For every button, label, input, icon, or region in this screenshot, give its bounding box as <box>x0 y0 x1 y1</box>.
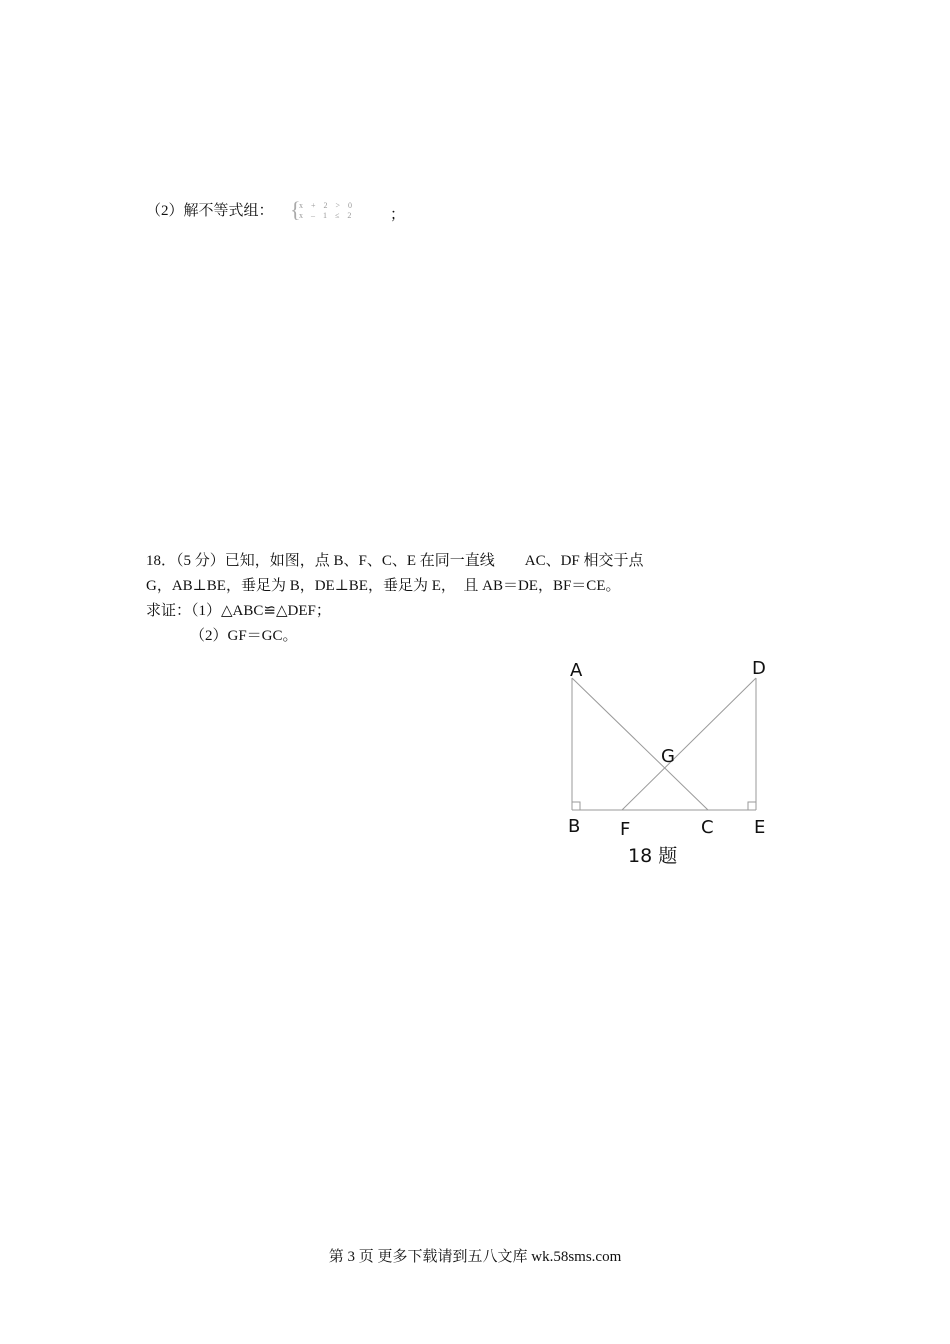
right-angle-E <box>748 802 756 810</box>
problem18-line1: 18．（5 分）已知，如图，点 B、F、C、E 在同一直线 AC、DF 相交于点 <box>146 553 644 569</box>
brace-icon: { <box>290 197 301 222</box>
geometry-svg <box>560 650 790 880</box>
problem18-line3: 求证：（1）△ABC≌△DEF； <box>146 603 331 619</box>
segment-AC <box>572 678 708 810</box>
geometry-figure <box>560 650 790 880</box>
point-label-A: A <box>570 660 583 681</box>
system-row-1: x + 2 > 0 <box>299 201 356 210</box>
point-label-E: E <box>754 817 766 838</box>
problem18-line4: （2）GF＝GC。 <box>190 628 298 644</box>
system-terminator: ； <box>390 207 406 223</box>
right-angle-B <box>572 802 580 810</box>
system-row-2: x – 1 ≤ 2 <box>299 211 355 220</box>
point-label-D: D <box>752 658 766 679</box>
point-label-G: G <box>661 746 675 767</box>
problem18-line2: G，AB⊥BE，垂足为 B，DE⊥BE，垂足为 E， 且 AB＝DE，BF＝CE。 <box>146 578 621 594</box>
point-label-C: C <box>701 817 714 838</box>
point-label-F: F <box>620 819 631 840</box>
point-label-B: B <box>568 816 581 837</box>
figure-caption: 18 题 <box>628 845 678 867</box>
page-footer: 第 3 页 更多下载请到五八文库 wk.58sms.com <box>328 1249 622 1265</box>
inequality-system <box>290 197 406 224</box>
segment-DF <box>622 678 756 810</box>
part2-label: （2）解不等式组： <box>146 203 274 219</box>
